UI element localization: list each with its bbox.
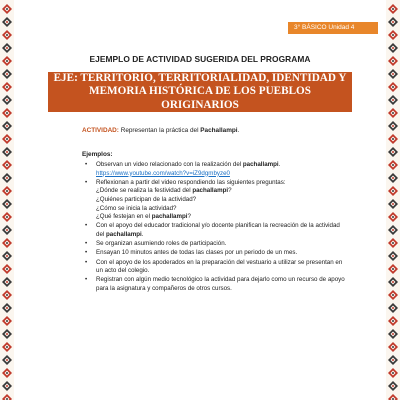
border-motif [2, 30, 12, 40]
border-motif [2, 56, 12, 66]
example-list [82, 161, 372, 294]
border-motif [2, 134, 12, 144]
border-motif [388, 160, 398, 170]
list-item [82, 222, 372, 239]
right-border-pattern [386, 0, 400, 400]
activity-end: . [237, 127, 240, 134]
bullet-icon: • [85, 258, 88, 266]
border-motif [2, 225, 12, 235]
list-item-line [96, 213, 372, 222]
border-motif [2, 342, 12, 352]
border-motif [388, 121, 398, 131]
border-motif [2, 316, 12, 326]
border-motif [2, 69, 12, 79]
eje-title [50, 72, 350, 113]
text-segment: Ensayan 10 minutos antes de todas las clases por un periodo de un mes. [96, 249, 298, 257]
bullet-icon: • [85, 161, 88, 168]
border-motif [388, 95, 398, 105]
border-motif [2, 121, 12, 131]
text-segment: ? [187, 213, 191, 221]
border-motif [2, 212, 12, 222]
border-motif [388, 303, 398, 313]
list-item-line [96, 231, 372, 240]
bullet-icon: • [85, 222, 88, 230]
border-motif [388, 147, 398, 157]
border-motif [2, 95, 12, 105]
border-motif [388, 394, 398, 400]
border-motif [388, 56, 398, 66]
border-motif [2, 329, 12, 339]
border-motif [388, 43, 398, 53]
grade-unit-badge: 3° BÁSICO Unidad 4 [288, 22, 378, 34]
list-item-line [96, 196, 372, 205]
bold-term: pachallampi [151, 213, 188, 221]
border-motif [2, 238, 12, 248]
text-segment: ¿Dónde se realiza la festividad del [96, 187, 193, 195]
list-item-line [96, 240, 372, 249]
eje-banner [48, 72, 352, 112]
list-item-line [96, 179, 372, 188]
border-motif [388, 368, 398, 378]
list-item [82, 249, 372, 258]
border-motif [388, 108, 398, 118]
bold-term: pachallampi [105, 230, 142, 238]
text-segment: Observan un video relacionado con la realización del [96, 161, 243, 168]
border-motif [388, 225, 398, 235]
activity-line [82, 127, 370, 134]
bold-term: pachallampi [192, 187, 229, 195]
border-motif [2, 43, 12, 53]
bold-term: pachallampi [242, 161, 279, 168]
border-motif [388, 381, 398, 391]
text-segment: ¿Qué festejan en el [96, 213, 152, 221]
text-segment: un acto del colegio. [96, 267, 150, 275]
activity-term: Pachallampi [200, 127, 238, 134]
left-decorative-border [0, 0, 14, 400]
right-decorative-border [386, 0, 400, 400]
program-title: EJEMPLO DE ACTIVIDAD SUGERIDA DEL PROGRAMA [89, 54, 311, 64]
border-motif [388, 173, 398, 183]
border-motif [2, 394, 12, 400]
list-item-line [96, 267, 372, 276]
border-motif [2, 186, 12, 196]
border-motif [2, 368, 12, 378]
eje-title-line-1: EJE: TERRITORIO, TERRITORIALIDAD, IDENTIDAD Y [53, 71, 347, 84]
bullet-icon: • [85, 240, 88, 248]
border-motif [2, 17, 12, 27]
examples-label: Ejemplos: [82, 151, 113, 158]
border-motif [388, 251, 398, 261]
list-item-line [96, 187, 372, 196]
border-motif [2, 381, 12, 391]
video-link[interactable]: https://www.youtube.com/watch?v=iZ9dgmbyze0 [96, 169, 230, 177]
border-motif [388, 4, 398, 14]
list-item-line [96, 161, 372, 170]
list-item-line [96, 170, 372, 179]
text-segment: Reflexionan a partir del video respondiendo las siguientes preguntas: [96, 178, 286, 186]
border-motif [2, 4, 12, 14]
activity-text: Representan la práctica del [118, 127, 201, 134]
list-item-line [96, 259, 372, 268]
border-motif [388, 277, 398, 287]
list-item-line [96, 205, 372, 214]
text-segment: . [278, 161, 281, 168]
border-motif [2, 160, 12, 170]
text-segment: . [141, 230, 144, 238]
text-segment: ? [228, 187, 232, 195]
border-motif [2, 199, 12, 209]
border-motif [388, 264, 398, 274]
list-item-line [96, 285, 372, 294]
bullet-icon: • [85, 249, 88, 257]
border-motif [2, 173, 12, 183]
eje-title-line-2: MEMORIA HISTÓRICA DE LOS PUEBLOS ORIGINARIOS [89, 85, 311, 111]
border-motif [388, 199, 398, 209]
border-motif [2, 290, 12, 300]
text-segment: Con el apoyo del educador tradicional y/o docente planifican la recreación de la actividad [96, 222, 340, 230]
bullet-icon: • [85, 276, 88, 284]
border-motif [388, 212, 398, 222]
list-item-line [96, 249, 372, 258]
list-item [82, 179, 372, 222]
text-segment: del [96, 230, 106, 238]
border-motif [388, 17, 398, 27]
list-item-line [96, 222, 372, 231]
bullet-icon: • [85, 178, 88, 186]
border-motif [388, 69, 398, 79]
text-segment: Registran con algún medio tecnológico la actividad para dejarlo como un recurso de apoyo [96, 276, 345, 284]
text-segment: Se organizan asumiendo roles de participación. [96, 240, 227, 248]
border-motif [388, 186, 398, 196]
border-motif [2, 251, 12, 261]
list-item [82, 276, 372, 293]
text-segment: ¿Cómo se inicia la actividad? [96, 204, 177, 212]
border-motif [388, 342, 398, 352]
border-motif [388, 290, 398, 300]
border-motif [2, 303, 12, 313]
border-motif [388, 238, 398, 248]
list-item [82, 240, 372, 249]
activity-label: ACTIVIDAD: [82, 127, 119, 134]
text-segment: Con el apoyo de los apoderados en la preparación del vestuario a utilizar se presentan en [96, 258, 343, 266]
text-segment: ¿Quiénes participan de la actividad? [96, 195, 197, 203]
list-item [82, 161, 372, 178]
border-motif [388, 82, 398, 92]
border-motif [388, 329, 398, 339]
border-motif [2, 82, 12, 92]
border-motif [388, 316, 398, 326]
list-item [82, 259, 372, 276]
border-motif [2, 108, 12, 118]
border-motif [388, 30, 398, 40]
text-segment: para la asignatura y compañeros de otros cursos. [96, 284, 232, 292]
border-motif [2, 264, 12, 274]
list-item-line [96, 276, 372, 285]
border-motif [2, 277, 12, 287]
left-border-pattern [0, 0, 14, 400]
border-motif [2, 147, 12, 157]
border-motif [388, 134, 398, 144]
border-motif [388, 355, 398, 365]
border-motif [2, 355, 12, 365]
